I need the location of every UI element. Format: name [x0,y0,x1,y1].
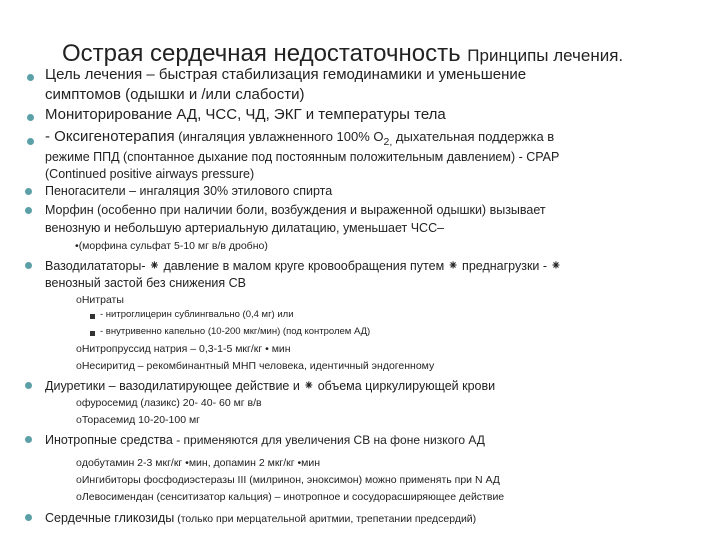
furosemide: фуросемид (лазикс) 20- 40- 60 мг в/в [81,397,262,409]
title-main: Острая сердечная недостаточность [62,40,461,67]
goal-line-2: симптомов (одышки и /или слабости) [45,86,305,103]
furosemide-line [76,397,262,409]
bullet-dot [25,207,32,214]
diuretics-b: объема циркулирующей крови [317,379,496,393]
sub-bullet: o [76,294,82,306]
torasemide: Торасемид 10-20-100 мг [81,414,201,426]
bullet-dot [27,74,34,81]
goal-line-1: Цель лечения – быстрая стабилизация гемодинамики и уменьшение [45,66,527,83]
bullet-dot [25,514,32,521]
pde-line [76,474,500,486]
morphine-line-2: венозную и небольшую артериальную дилатацию, уменьшает ЧСС– [45,221,445,235]
title-sub: Принципы лечения. [467,46,624,65]
bullet-dot [25,262,32,269]
decrease-icon: ⁕ [447,258,459,273]
nitroprusside-line [76,343,291,355]
nesiritide-line [76,360,434,372]
sub-bullet: o [76,414,82,426]
vaso-c: преднагрузки - [462,259,548,273]
torasemide-line [76,414,200,426]
glycosides-line [45,509,476,527]
sub-bullet: o [76,397,82,409]
sub-bullet: o [76,360,82,372]
oxygen-line-3: (Continued positive airways pressure) [45,167,255,181]
dot-bullet: • [75,240,79,252]
oxygen-line-2: режиме ППД (спонтанное дыхание под постоянным положительным давлением) - CPAP [45,150,560,164]
nitro-line-2: - внутривенно капельно (10-200 мкг/мин) (под контролем АД) [100,326,371,337]
vasodilators-line-1 [45,258,561,274]
diuretics-line [45,378,495,394]
glycosides-b: (только при мерцательной аритмии, трепетании предсердий) [174,513,477,525]
page-title [62,40,623,68]
inotropes-a: Инотропные средства [45,433,173,447]
square-bullet [90,331,95,336]
glycosides-a: Сердечные гликозиды [45,511,175,525]
decrease-icon: ⁕ [149,258,160,273]
dobutamine-line [76,457,320,469]
square-bullet [90,314,95,319]
oxygen-subscript: 2, [383,136,393,149]
sub-bullet: o [76,491,82,503]
vasodilators-line-2: венозный застой без снижения СВ [45,276,247,290]
vaso-b: давление в малом круге кровообращения путем [163,259,445,273]
oxygen-line-1 [45,128,554,148]
sub-bullet: o [76,474,82,486]
levosimendan: Левосимендан (сенситизатор кальция) – инотропное и сосудорасширяющее действие [81,491,505,503]
oxygen-end: дыхательная поддержка в [392,129,555,144]
decrease-icon: ⁕ [303,378,315,393]
bullet-dot [27,114,34,121]
diuretics-a: Диуретики – вазодилатирующее действие и [45,379,300,393]
oxygen-rest: (ингаляция увлажненного 100% O [174,129,384,144]
levosimendan-line [76,491,504,503]
inotropes-line [45,431,485,449]
dobutamine: добутамин 2-3 мкг/кг •мин, допамин 2 мкг/кг •мин [81,457,321,469]
pde-inhibitors: Ингибиторы фосфодиэстеразы III (милринон, эноксимон) можно применять при N АД [81,474,500,486]
morphine-line-1: Морфин (особенно при наличии боли, возбуждения и выраженной одышки) вызывает [45,203,546,217]
nitro-line-1: - нитроглицерин сублингвально (0,4 мг) или [100,309,294,320]
decrease-icon: ⁕ [550,258,562,273]
oxygen-lead: - Оксигенотерапия [45,128,175,145]
nitrates-line [76,294,124,306]
morphine-dose-line [75,240,268,252]
nitrates: Нитраты [81,294,124,306]
monitoring-line: Мониторирование АД, ЧСС, ЧД, ЭКГ и температуры тела [45,106,446,123]
nesiritide: Несиритид – рекомбинантный МНП человека, идентичный эндогенному [81,360,435,372]
bullet-dot [25,436,32,443]
sub-bullet: o [76,343,82,355]
inotropes-b: - применяются для увеличения СВ на фоне низкого АД [172,433,485,447]
morphine-dose: (морфина сульфат 5-10 мг в/в дробно) [78,240,268,252]
bullet-dot [25,382,32,389]
vaso-a: Вазодилататоры- [45,259,146,273]
sub-bullet: o [76,457,82,469]
antifoam-line: Пеногасители – ингаляция 30% этилового спирта [45,184,333,198]
bullet-dot [27,138,34,145]
nitroprusside: Нитропруссид натрия – 0,3-1-5 мкг/кг • мин [81,343,291,355]
bullet-dot [25,188,32,195]
